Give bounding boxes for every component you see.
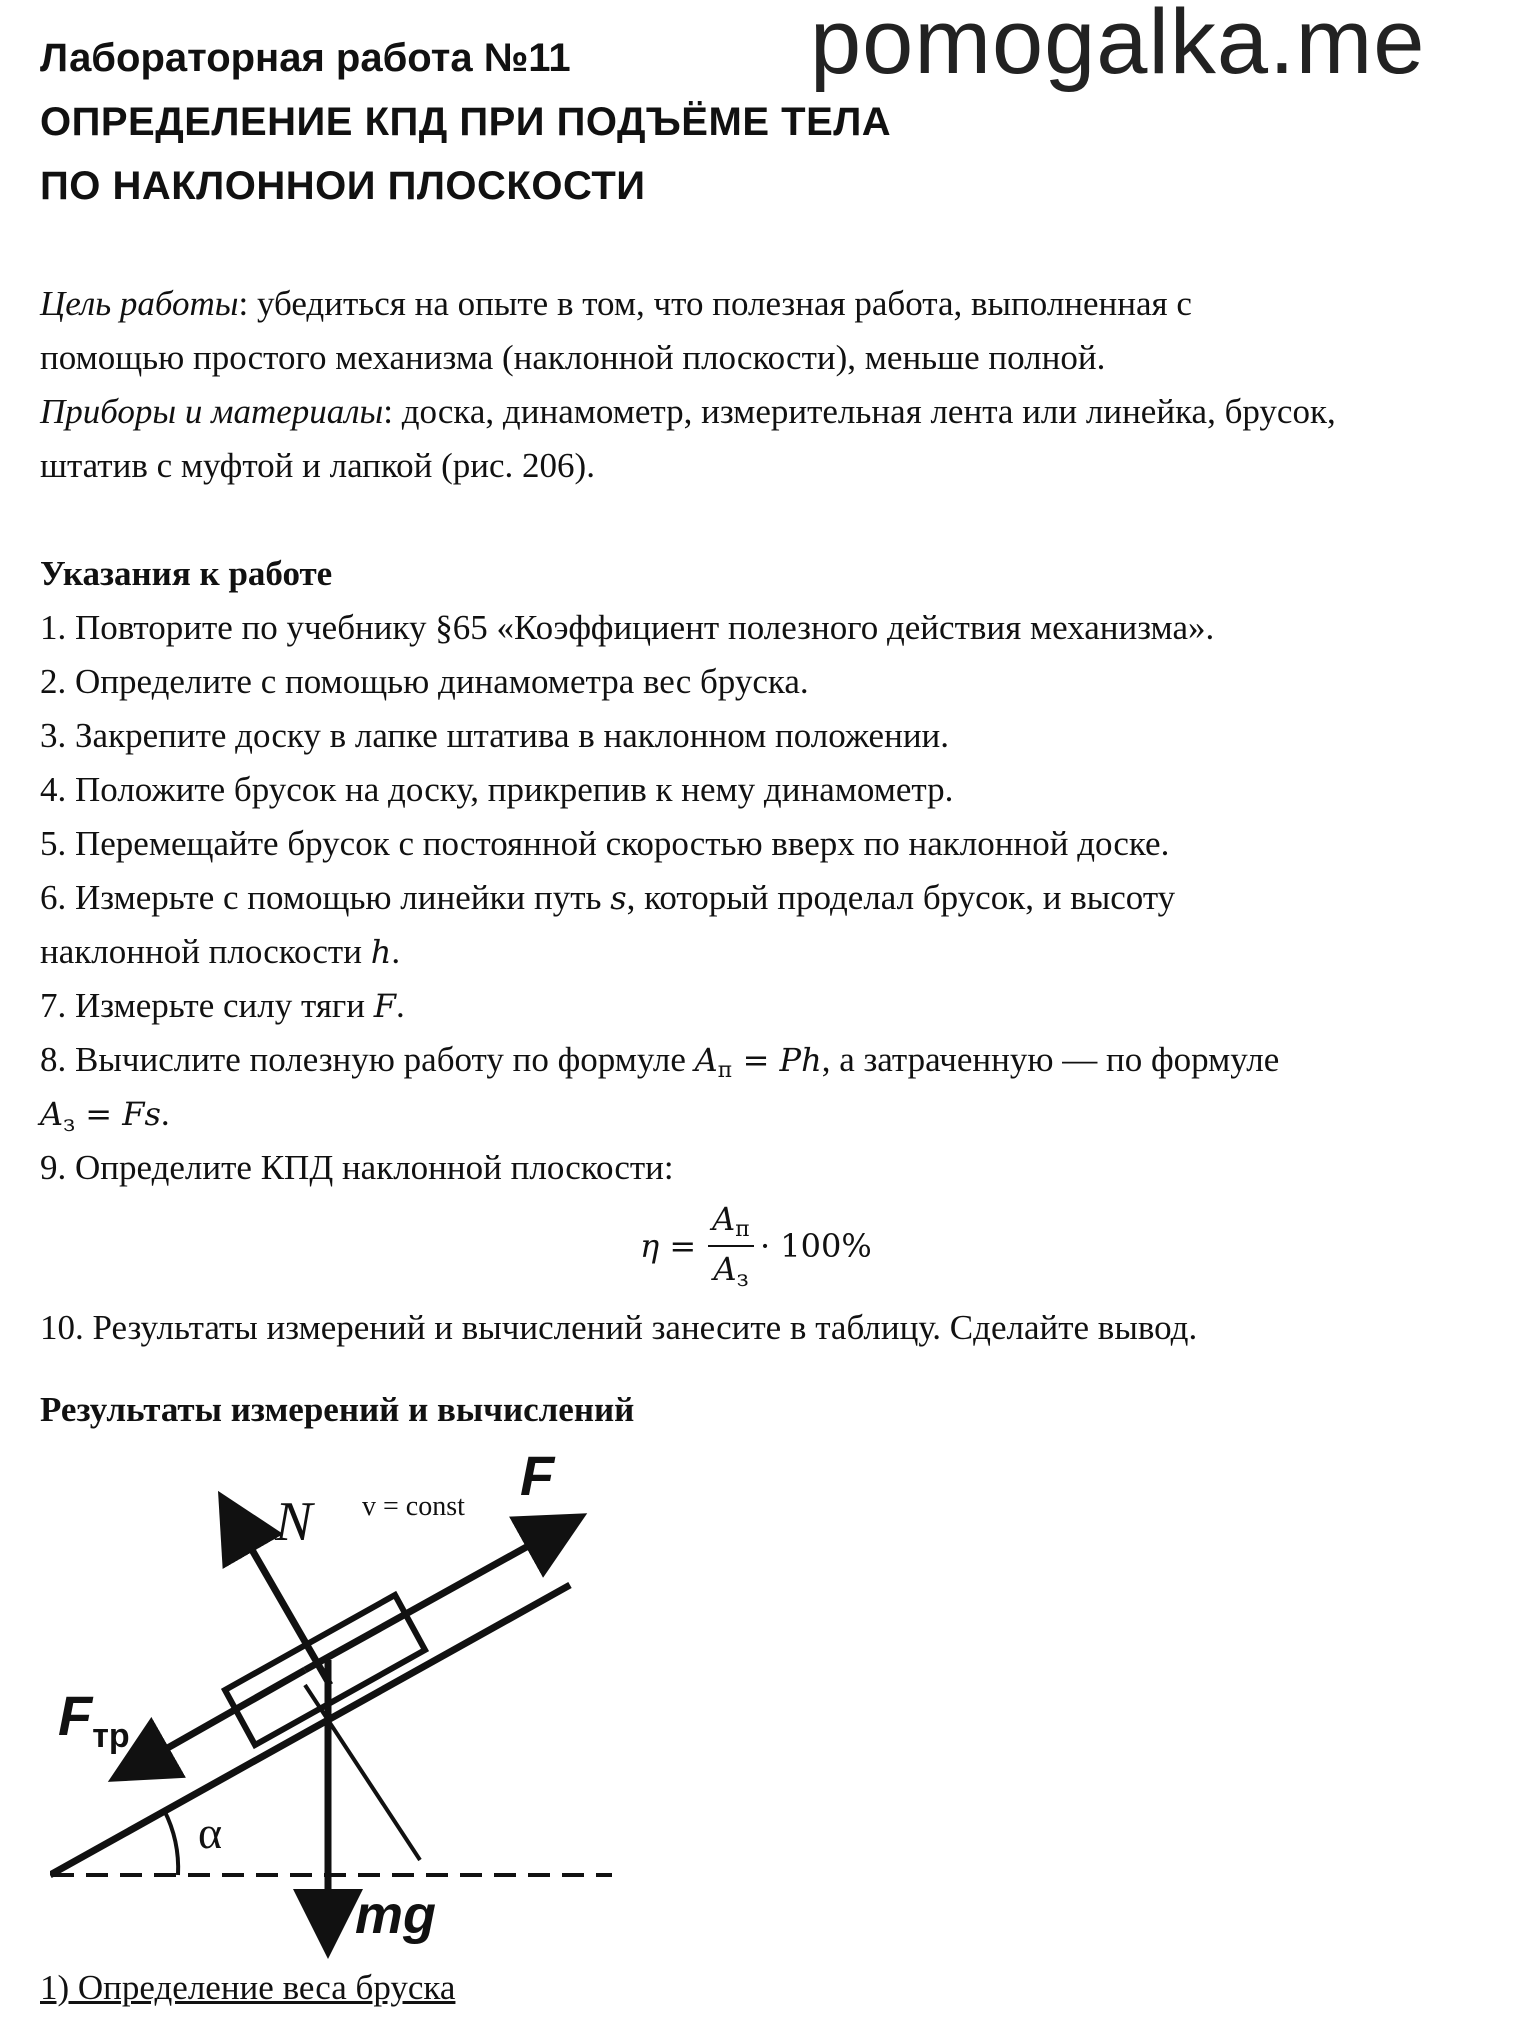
step-2: 2. Определите с помощью динамометра вес бруска. <box>40 662 809 701</box>
step-8-text-b: , а затраченную — по формуле <box>821 1040 1280 1079</box>
materials-line-1 <box>40 390 1336 434</box>
step-10: 10. Результаты измерений и вычислений занесите в таблицу. Сделайте вывод. <box>40 1308 1198 1347</box>
efficiency-formula <box>640 1196 872 1296</box>
subsection-weight: 1) Определение веса бруска <box>40 1968 456 2007</box>
sub-z: з <box>63 1112 76 1137</box>
step-8-continued <box>40 1092 170 1147</box>
step-7-text: 7. Измерьте силу тяги <box>40 986 374 1025</box>
eq-Ph: = Ph <box>732 1041 822 1079</box>
inclined-plane-diagram <box>50 1455 630 1960</box>
step-8 <box>40 1038 1279 1093</box>
step-3: 3. Закрепите доску в лапке штатива в наклонном положении. <box>40 716 950 755</box>
step-6-text-b: , который проделал брусок, и высоту <box>626 878 1176 917</box>
sub-p: п <box>717 1058 733 1083</box>
step-6-continued <box>40 930 400 974</box>
lab-number-heading: Лабораторная работа №11 <box>40 36 571 80</box>
fraction-bar <box>708 1245 754 1247</box>
step-5: 5. Перемещайте брусок с постоянной скоростью вверх по наклонной доске. <box>40 824 1170 863</box>
label-N: N <box>275 1491 313 1553</box>
materials-line-2: штатив с муфтой и лапкой (рис. 206). <box>40 446 595 485</box>
label-v-const: v = const <box>362 1491 465 1522</box>
step-6-end: . <box>391 932 401 971</box>
label-mg: mg <box>355 1885 436 1945</box>
var-Ap: A <box>694 1041 718 1079</box>
step-1: 1. Повторите по учебнику §65 «Коэффициент полезного действия механизма». <box>40 608 1215 647</box>
fraction-denominator: $A_з$ <box>713 1250 749 1292</box>
step-4: 4. Положите брусок на доску, прикрепив к нему динамометр. <box>40 770 954 809</box>
var-h: h <box>370 933 392 971</box>
materials-label: Приборы и материалы <box>40 392 384 431</box>
step-8-text-a: 8. Вычислите полезную работу по формуле <box>40 1040 695 1079</box>
step-8-end: . <box>160 1094 170 1133</box>
goal-line-1 <box>40 282 1192 326</box>
site-watermark[interactable]: pomogalka.me <box>810 0 1426 93</box>
goal-text-1: : убедиться на опыте в том, что полезная работа, выполненная с <box>238 284 1192 323</box>
force-F-arrow <box>305 1520 575 1670</box>
normal-line <box>305 1685 420 1860</box>
numerator-sub: п <box>735 1217 750 1242</box>
denominator-sub: з <box>736 1267 749 1292</box>
var-s: s <box>610 879 627 917</box>
eta-label: η = <box>640 1227 697 1265</box>
page-title-line-2: ПО НАКЛОННОИ ПЛОСКОСТИ <box>40 164 646 208</box>
label-F: F <box>520 1455 555 1507</box>
var-Az: A <box>40 1095 64 1133</box>
fraction <box>708 1200 754 1292</box>
label-alpha: α <box>198 1807 223 1858</box>
page-title-line-1: ОПРЕДЕЛЕНИЕ КПД ПРИ ПОДЪЁМЕ ТЕЛА <box>40 100 892 144</box>
label-F-friction: $F_{тр}$ <box>58 1684 130 1755</box>
results-heading: Результаты измерений и вычислений <box>40 1390 635 1429</box>
goal-label: Цель работы <box>40 284 239 323</box>
step-7 <box>40 984 405 1028</box>
step-6-text-c: наклонной плоскости <box>40 932 371 971</box>
label-friction-sub: тр <box>92 1717 130 1755</box>
step-6 <box>40 876 1175 920</box>
useful-work-formula <box>694 1041 822 1083</box>
var-F: F <box>373 987 396 1025</box>
fraction-numerator: $A_п$ <box>712 1200 750 1242</box>
angle-arc <box>164 1810 178 1875</box>
formula-tail: · 100% <box>759 1227 872 1265</box>
step-9: 9. Определите КПД наклонной плоскости: <box>40 1148 674 1187</box>
materials-text-1: : доска, динамометр, измерительная лента или линейка, брусок, <box>383 392 1336 431</box>
step-7-end: . <box>395 986 405 1025</box>
instructions-heading: Указания к работе <box>40 554 333 593</box>
spent-work-formula <box>40 1095 161 1137</box>
eq-Fs: = Fs <box>75 1095 161 1133</box>
step-6-text-a: 6. Измерьте с помощью линейки путь <box>40 878 611 917</box>
goal-line-2: помощью простого механизма (наклонной плоскости), меньше полной. <box>40 338 1106 377</box>
